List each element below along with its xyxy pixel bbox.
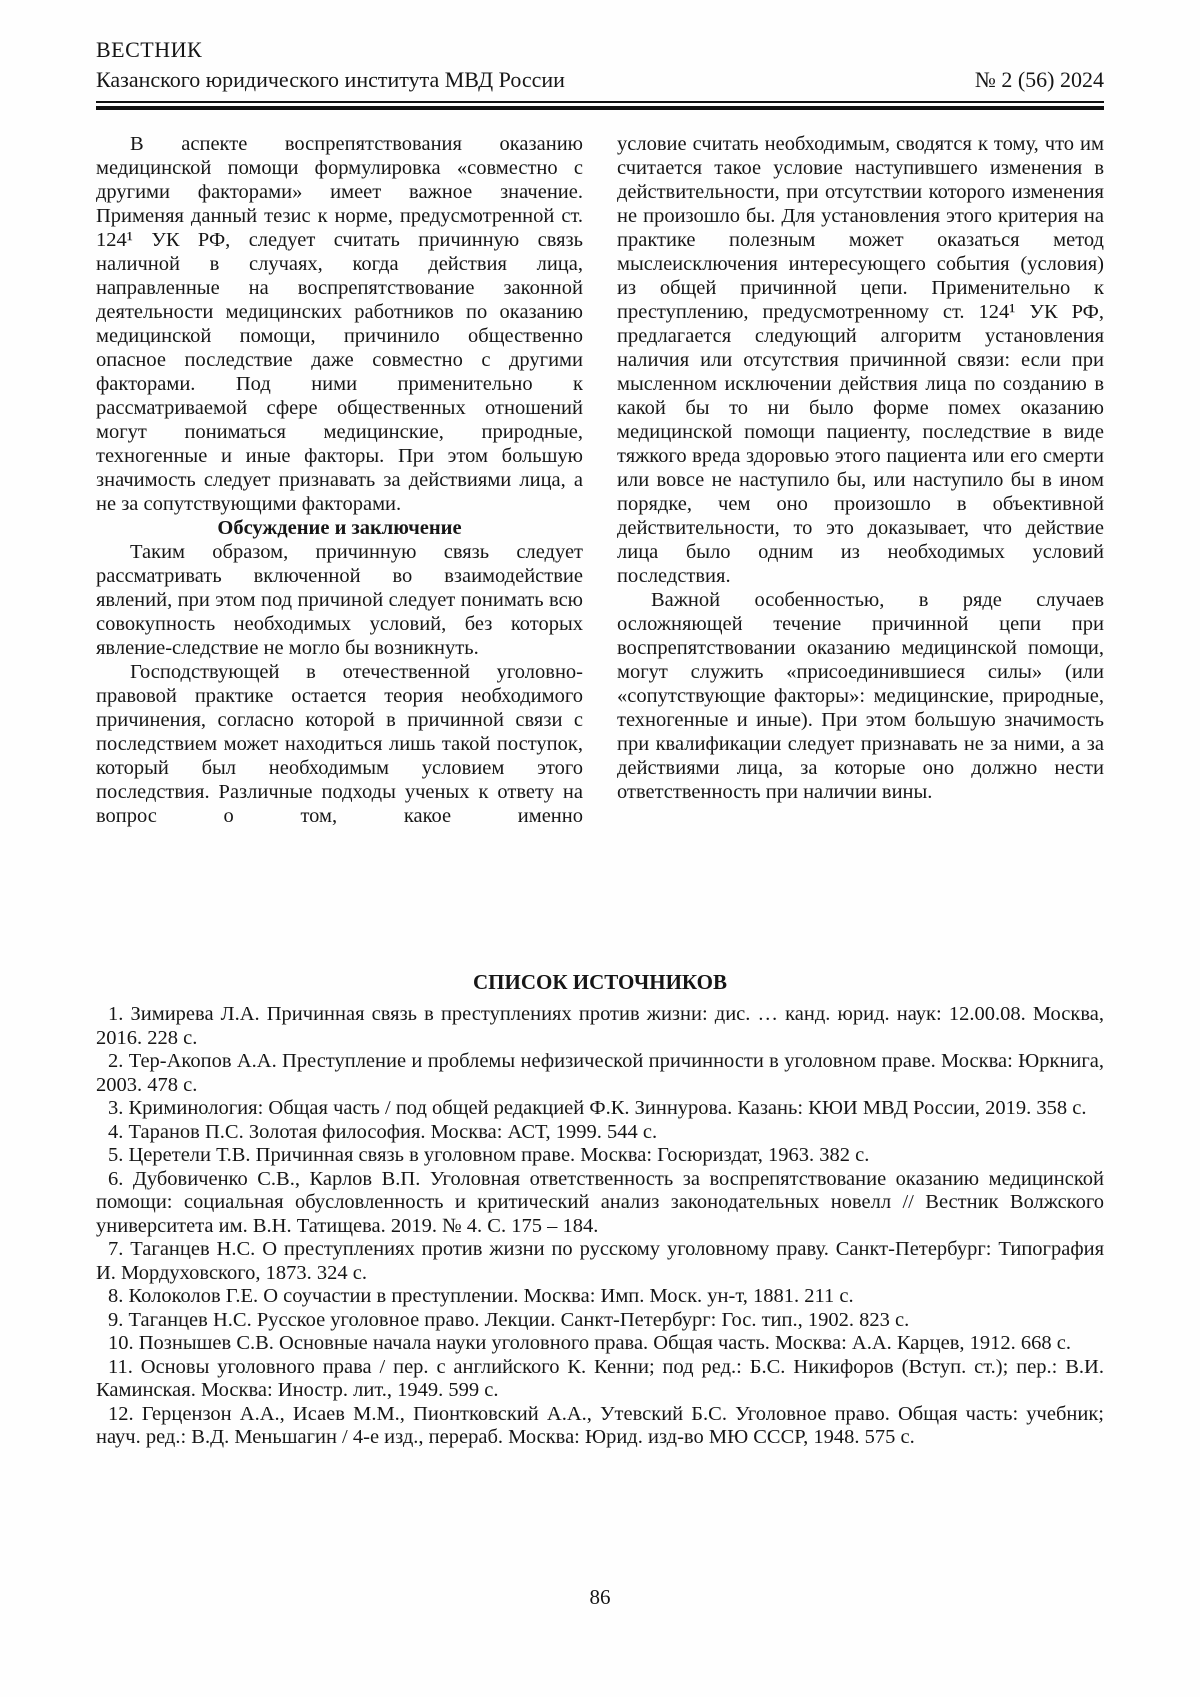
left-paragraph-2: Таким образом, причинную связь следует рассматривать включенной во взаимодействие явлений, при этом под причиной следует понимать всю совокупность необходимых условий, без которых явление-следствие не могло бы возникнуть. [96,541,583,659]
reference-item-4: 4. Таранов П.С. Золотая философия. Москва: АСТ, 1999. 544 с. [108,1120,658,1143]
section-heading-discussion-conclusion: Обсуждение и заключение [217,517,462,539]
page-number: 86 [589,1585,611,1609]
reference-item-9: 9. Таганцев Н.С. Русское уголовное право. Лекции. Санкт-Петербург: Гос. тип., 1902. 823 с. [108,1308,910,1331]
article-body [96,132,1104,877]
reference-item-3: 3. Криминология: Общая часть / под общей редакцией Ф.К. Зиннурова. Казань: КЮИ МВД России, 2019. 358 с. [108,1097,1087,1119]
reference-item-6: 6. Дубовиченко С.В., Карлов В.П. Уголовная ответственность за воспрепятствование оказанию медицинской помощи: социальная обусловленность и критический анализ законодательных новелл // Вестник Волжского университета им. В.Н. Татищева. 2019. № 4. С. 175 – 184. [96,1167,1104,1237]
reference-item-2: 2. Тер-Акопов А.А. Преступление и проблемы нефизической причинности в уголовном праве. Москва: Юркнига, 2003. 478 с. [96,1050,1104,1096]
journal-subtitle: Казанского юридического института МВД России [96,67,565,92]
header-rule-divider [96,101,1104,110]
issue-number: № 2 (56) 2024 [974,67,1104,92]
reference-item-8: 8. Колоколов Г.Е. О соучастии в преступлении. Москва: Имп. Моск. ун-т, 1881. 211 с. [108,1285,854,1307]
left-paragraph-1: В аспекте воспрепятствования оказанию медицинской помощи формулировка «совместно с другими факторами» имеет важное значение. Применяя данный тезис к норме, предусмотренной ст. 124¹ УК РФ, следует считать причинную связь наличной в случаях, когда действия лица, направленные на воспрепятствование законной деятельности медицинских работников по оказанию медицинской помощи, причинило общественно опасное последствие даже совместно с другими факторами. Под ними применительно к рассматриваемой сфере общественных отношений могут пониматься медицинские, природные, техногенные и иные факторы. При этом большую значимость следует признавать за действиями лица, а не за сопутствующими факторами. [96,133,583,515]
right-paragraph-2: Важной особенностью, в ряде случаев осложняющей течение причинной цепи при воспрепятствовании оказанию медицинской помощи, могут служить «присоединившиеся силы» (или «сопутствующие факторы»: медицинские, природные, техногенные и иные). При этом большую значимость при квалификации следует признавать не за ними, а за действиями лица, за которые оно должно нести ответственность при наличии вины. [617,589,1104,803]
right-paragraph-1: условие считать необходимым, сводятся к тому, что им считается такое условие наступившего изменения в действительности, при отсутствии которого изменения не произошло бы. Для установления этого критерия на практике полезным может оказаться метод мыслеисключения интересующего события (условия) из общей причинной цепи. Применительно к преступлению, предусмотренному ст. 124¹ УК РФ, предлагается следующий алгоритм установления наличия или отсутствия причинной связи: если при мысленном исключении действия лица по созданию в какой бы то ни было форме помех оказанию медицинской помощи пациенту, последствие в виде тяжкого вреда здоровью этого пациента или его смерти или вовсе не наступило бы, или наступило бы в ином порядке, чем оно произошло в объективной действительности, то это доказывает, что действие лица было одним из необходимых условий последствия. [617,133,1104,587]
journal-title: ВЕСТНИК [96,37,203,62]
references-heading: СПИСОК ИСТОЧНИКОВ [473,970,727,994]
reference-item-11: 11. Основы уголовного права / пер. с английского К. Кенни; под ред.: Б.С. Никифоров (Вступ. ст.); пер.: В.И. Каминская. Москва: Иностр. лит., 1949. 599 с. [96,1355,1104,1401]
references-section [96,969,1104,1450]
header-row [96,66,1104,94]
reference-item-7: 7. Таганцев Н.С. О преступлениях против жизни по русскому уголовному праву. Санкт-Петербург: Типография И. Мордуховского, 1873. 324 с. [96,1238,1104,1284]
right-column [617,132,1104,877]
reference-item-5: 5. Церетели Т.В. Причинная связь в уголовном праве. Москва: Госюриздат, 1963. 382 с. [108,1144,870,1166]
reference-item-10: 10. Познышев С.В. Основные начала науки уголовного права. Общая часть. Москва: А.А. Карцев, 1912. 668 с. [108,1332,1071,1354]
left-column [96,132,583,877]
page-header [96,36,1104,110]
left-paragraph-3: Господствующей в отечественной уголовно-правовой практике остается теория необходимого причинения, согласно которой в причинной связи с последствием может находиться лишь такой поступок, который был необходимым условием этого последствия. Различные подходы ученых к ответу на вопрос о том, какое именно [96,661,583,827]
reference-item-1: 1. Зимирева Л.А. Причинная связь в преступлениях против жизни: дис. … канд. юрид. наук: 12.00.08. Москва, 2016. 228 с. [96,1003,1104,1049]
reference-item-12: 12. Герцензон А.А., Исаев М.М., Пионтковский А.А., Утевский Б.С. Уголовное право. Общая часть: учебник; науч. ред.: В.Д. Меньшагин / 4-е изд., перераб. Москва: Юрид. изд-во МЮ СССР, 1948. 575 с. [96,1402,1104,1448]
